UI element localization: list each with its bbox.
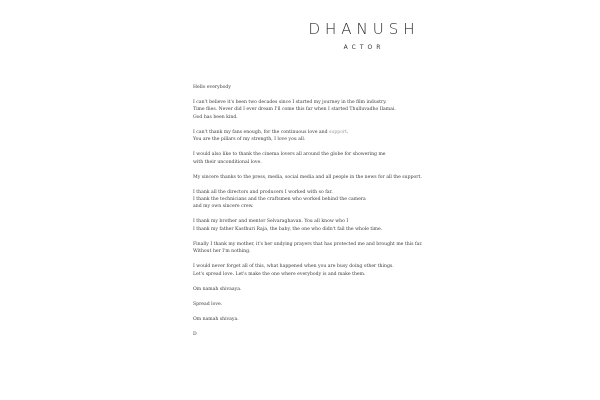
sign-off-line: Om namah shivaya. [193, 316, 239, 322]
paragraph-line [193, 129, 573, 136]
paragraph-line: I thank all the directors and producers I worked with so far. [193, 189, 333, 195]
support-link[interactable]: support [329, 129, 348, 135]
paragraph-line: You are the pillars of my strength, I love you all. [193, 137, 306, 143]
signature: D [193, 331, 197, 337]
line-text: . [347, 129, 349, 135]
paragraph-press [193, 174, 573, 181]
sign-off-line: Spread love. [193, 301, 223, 307]
paragraph-directors [193, 189, 573, 211]
paragraph-line: God has been kind. [193, 114, 238, 120]
paragraph-line: I can't believe it's been two decades since I started my journey in the film industry. [193, 100, 387, 105]
paragraph-line: and my own sincere crew. [193, 204, 254, 210]
letter-body [193, 84, 573, 346]
paragraph-line: I would also like to thank the cinema lovers all around the globe for showering me [193, 152, 386, 158]
paragraph-line: Let's spread love. Let's make the one where everybody is and make them. [193, 271, 366, 277]
paragraph-fans [193, 129, 573, 144]
greeting: Hello everybody [193, 85, 231, 90]
sign-off-line: Om namah shivaaya. [193, 286, 242, 292]
paragraph-journey [193, 99, 573, 121]
paragraph-closing [193, 263, 573, 278]
paragraph-line: I thank the technicians and the craftsmen who worked behind the camera [193, 197, 366, 203]
paragraph-family [193, 218, 573, 233]
paragraph-line: Time flies. Never did I ever dream I'll come this far when I started Thulluvadho Ilamai. [193, 107, 396, 113]
paragraph-line: Finally I thank my mother, it's her undying prayers that has protected me and brought me this far. [193, 241, 423, 247]
logo-subtitle: ACTOR [343, 44, 385, 51]
paragraph-line: I thank my father Kasthuri Raja, the baby, the one who didn't fail the whole time. [193, 226, 383, 232]
paragraph-line: I thank my brother and mentor Selvaraghavan. You all know who I [193, 219, 349, 225]
logo-title: DHANUSH [308, 20, 420, 38]
paragraph-cinema-lovers [193, 151, 573, 166]
logo [0, 20, 600, 52]
paragraph-line: My sincere thanks to the press, media, social media and all people in the news for all the support. [193, 174, 422, 180]
paragraph-line: Without her I'm nothing. [193, 249, 251, 255]
paragraph-line: with their unconditional love. [193, 159, 262, 165]
line-text: I can't thank my fans enough, for the continuous love and [193, 129, 329, 135]
paragraph-line: I would never forget all of this, what happened when you are busy doing other things. [193, 264, 394, 270]
paragraph-mother [193, 241, 573, 256]
